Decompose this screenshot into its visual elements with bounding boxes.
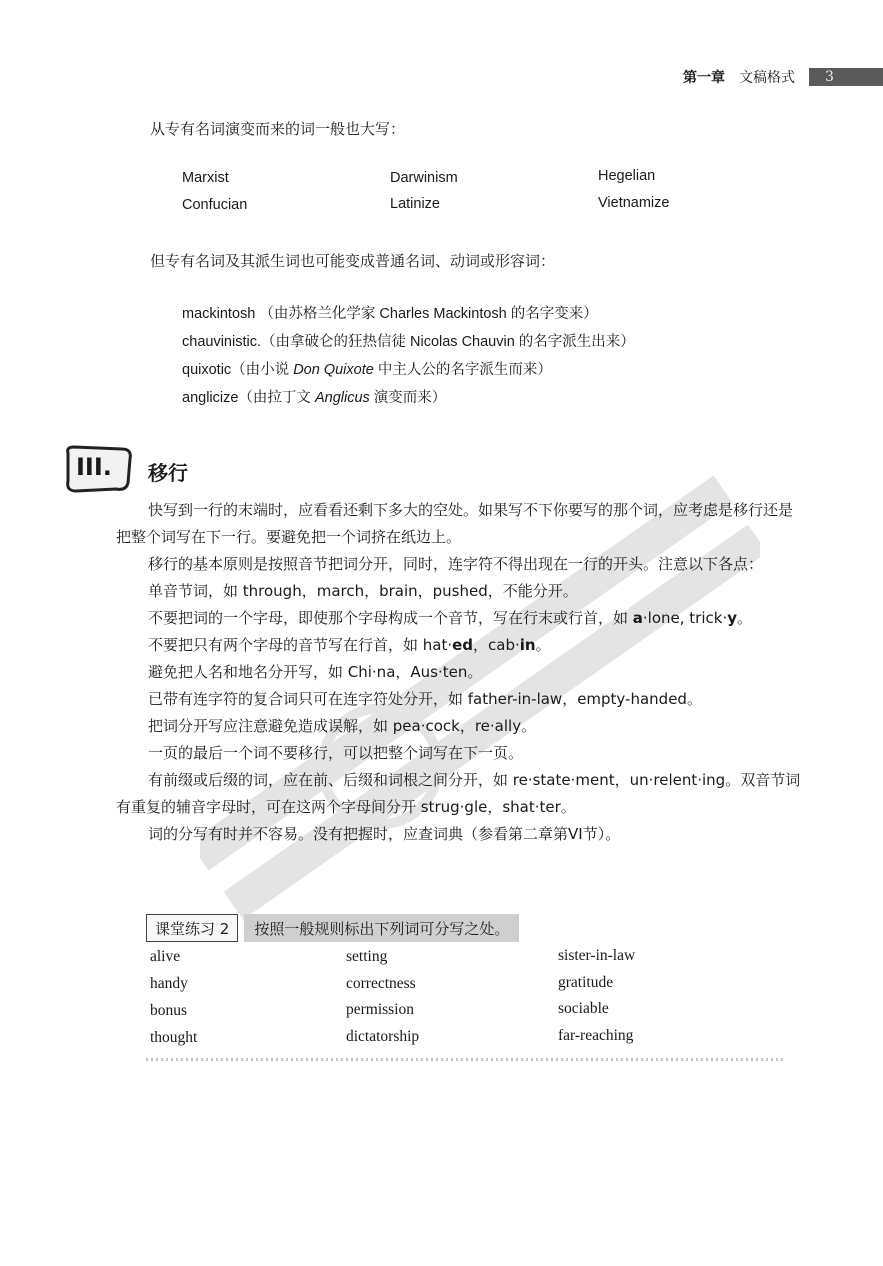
proper-word: Marxist	[182, 170, 229, 186]
page-number: 3	[809, 68, 883, 86]
example-note: （由拿破仑的狂热信徒 Nicolas Chauvin 的名字派生出来）	[260, 334, 635, 350]
exercise-word: permission	[346, 1001, 415, 1018]
paragraph-text: ·lone, trick·	[642, 609, 728, 627]
example-word: anglicize	[182, 390, 239, 406]
paragraph: 把词分开写应注意避免造成误解，如 pea·cock，re·ally。	[148, 717, 537, 735]
paragraph	[116, 632, 802, 659]
paragraph-text: 。	[535, 636, 551, 654]
exercise-word: gratitude	[558, 974, 614, 991]
example-line	[182, 384, 635, 412]
paragraph-text: 不要把词的一个字母，即使那个字母构成一个音节，写在行末或行首，如	[148, 609, 633, 627]
exercise-word: thought	[150, 1029, 198, 1046]
example-word: chauvinistic.	[182, 334, 261, 350]
proper-word: Vietnamize	[598, 195, 670, 211]
paragraph-bold: in	[519, 636, 536, 654]
paragraph-text: 。	[737, 609, 753, 627]
proper-word: Darwinism	[390, 170, 458, 186]
paragraph-text: 不要把只有两个字母的音节写在行首，如 hat·	[148, 636, 453, 654]
paragraph-text: ，cab·	[473, 636, 520, 654]
intro-line-2: 但专有名词及其派生词也可能变成普通名词、动词或形容词：	[150, 252, 556, 270]
example-word: mackintosh	[182, 306, 256, 322]
exercise-word: correctness	[346, 975, 416, 992]
example-note-italic: Don Quixote	[293, 362, 374, 378]
example-note-suffix: 中主人公的名字派生而来）	[373, 362, 552, 378]
paragraph: 有前缀或后缀的词，应在前、后缀和词根之间分开，如 re·state·ment，un·relent·ing。双音节词有重复的辅音字母时，可在这两个字母间分开 strug·gle，shat·ter。	[116, 771, 801, 816]
paragraph-bold: a	[632, 609, 643, 627]
paragraph: 单音节词，如 through，march，brain，pushed，不能分开。	[148, 582, 578, 600]
example-list	[182, 300, 635, 412]
example-line	[182, 300, 635, 328]
paragraph: 移行的基本原则是按照音节把词分开，同时，连字符不得出现在一行的开头。注意以下各点：	[148, 555, 764, 573]
exercise-instruction: 按照一般规则标出下列词可分写之处。	[244, 914, 519, 942]
example-word: quixotic	[182, 362, 232, 378]
proper-word: Confucian	[182, 197, 248, 213]
example-note-italic: Anglicus	[314, 390, 370, 406]
exercise-word: sociable	[558, 1000, 609, 1017]
section-badge	[62, 443, 134, 495]
exercise-word: far-reaching	[558, 1027, 634, 1044]
paragraph: 词的分写有时并不容易。没有把握时，应查词典（参看第二章第VI节）。	[148, 825, 621, 843]
header-chapter: 第一章	[683, 70, 725, 86]
example-note-prefix: （由小说	[231, 362, 294, 378]
exercise-label: 课堂练习 2	[146, 914, 238, 942]
example-note-suffix: 演变而来）	[369, 390, 447, 406]
paragraph: 已带有连字符的复合词只可在连字符处分开，如 father-in-law，empty-handed。	[148, 690, 702, 708]
exercise-word: handy	[150, 975, 188, 992]
exercise-word: setting	[346, 948, 388, 965]
exercise-header	[146, 913, 519, 943]
paragraph-bold: ed	[452, 636, 474, 654]
exercise-word: sister-in-law	[558, 947, 636, 964]
exercise-word: bonus	[150, 1002, 188, 1019]
proper-word: Hegelian	[598, 168, 656, 184]
exercise-word: dictatorship	[346, 1028, 420, 1045]
example-note: （由苏格兰化学家 Charles Mackintosh 的名字变来）	[259, 306, 598, 322]
body-text	[116, 497, 802, 848]
paragraph: 快写到一行的末端时，应看看还剩下多大的空处。如果写不下你要写的那个词，应考虑是移行还是把整个词写在下一行。要避免把一个词挤在纸边上。	[116, 501, 794, 546]
section-title: 移行	[148, 461, 188, 485]
paragraph	[116, 605, 802, 632]
exercise-word: alive	[150, 948, 181, 965]
paragraph: 一页的最后一个词不要移行，可以把整个词写在下一页。	[148, 744, 524, 762]
example-note-prefix: （由拉丁文	[238, 390, 315, 406]
header-title: 文稿格式	[739, 70, 795, 86]
example-line	[182, 328, 635, 356]
section-number: III.	[76, 453, 112, 481]
divider	[146, 1058, 786, 1061]
paragraph-bold: y	[727, 609, 737, 627]
intro-line-1: 从专有名词演变而来的词一般也大写：	[150, 120, 406, 138]
proper-word: Latinize	[390, 196, 440, 212]
example-line	[182, 356, 635, 384]
page-header	[683, 66, 883, 88]
paragraph: 避免把人名和地名分开写，如 Chi·na，Aus·ten。	[148, 663, 483, 681]
